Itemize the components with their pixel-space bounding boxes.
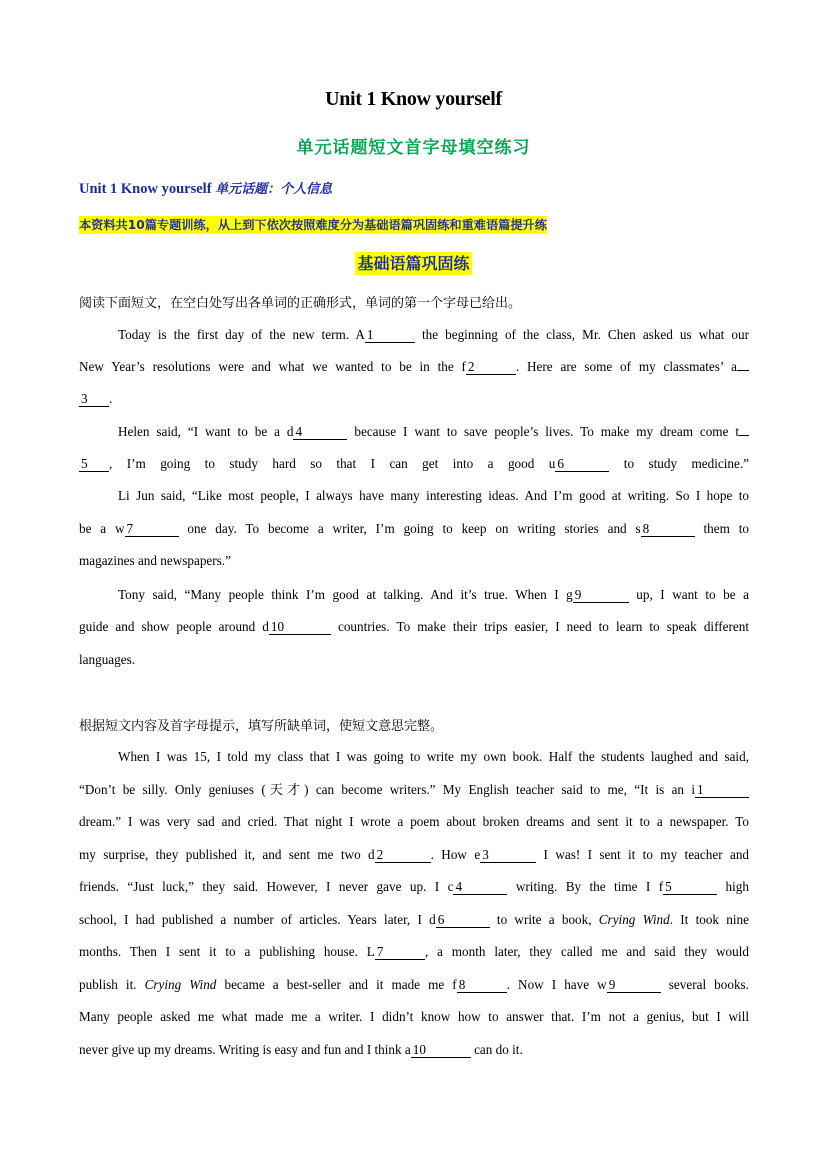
blank-4: 4 [453,880,507,895]
passage-text: Today is the first day of the new term. A [118,327,365,342]
material-notice: 本资料共10篇专题训练，从上到下依次按照难度分为基础语篇巩固练和重难语篇提升练 [79,218,547,232]
passage-text: I was! I sent it to my teacher and [536,847,750,862]
passage1-line [79,455,749,473]
blank-3: 3 [480,848,536,863]
blank-5-lead [739,435,749,436]
passage1-line [118,326,749,344]
blank-3-lead [737,370,749,371]
document-title: Unit 1 Know yourself [325,88,502,110]
passage1-line [79,358,749,376]
blank-7: 7 [375,945,425,960]
blank-6: 6 [436,913,490,928]
passage-text: months. Then I sent it to a publishing house. L [79,944,375,959]
unit-topic-english: Unit 1 Know yourself [79,181,216,197]
passage1-line [79,520,749,538]
passage-text: dream.” I was very sad and cried. That night I wrote a poem about broken dreams and sent it to a newspaper. To [79,814,749,829]
passage-text: “Don’t be silly. Only geniuses (天才) can become writers.” My English teacher said to me, “It is an i [79,782,695,797]
blank-5: 5 [663,880,717,895]
passage-text: up, I want to be a [628,587,749,602]
passage-text: high [717,879,749,894]
blank-5: 5 [79,457,109,472]
book-title: Crying Wind [144,977,217,992]
passage1-line [79,552,749,570]
passage1-line [118,586,749,604]
passage-text: my surprise, they published it, and sent me two d [79,847,375,862]
passage-text: countries. To make their trips easier, I need to learn to speak different [330,619,749,634]
passage2-line [79,1008,749,1026]
passage-text: because I want to save people’s lives. To make my dream come t [347,424,739,439]
passage-text: be a w [79,521,125,536]
passage1-line [79,618,749,636]
passage-text: . [109,391,113,406]
blank-6: 6 [555,457,609,472]
passage1-line [79,651,749,669]
passage2-line [79,911,749,929]
passage-text: . It took nine [669,912,749,927]
passage-text: friends. “Just luck,” they said. However, I never gave up. I c [79,879,454,894]
blank-3: 3 [79,392,109,407]
passage1-line [79,390,749,408]
passage2-line [79,1041,749,1059]
passage2-line [79,943,749,961]
blank-10: 10 [269,620,331,635]
section-heading-label: 基础语篇巩固练 [357,254,470,273]
passage2-instruction: 根据短文内容及首字母提示，填写所缺单词，使短文意思完整。 [79,719,444,734]
passage2-line [79,878,749,896]
passage-text: New Year’s resolutions were and what we wanted to be in the f [79,359,466,374]
passage-text: . Here are some of my classmates’ a [515,359,737,374]
section-heading [0,251,827,274]
passage2-line [79,976,749,994]
passage2-line [79,846,749,864]
passage-text: . Now I have w [506,977,607,992]
passage2-line [118,748,749,766]
passage-text: one day. To become a writer, I’m going to keep on writing stories and s [178,521,641,536]
passage-text: them to [694,521,749,536]
passage2-line [79,781,749,799]
passage-text: to study medicine.” [609,456,749,471]
blank-2: 2 [466,360,516,375]
blank-8: 8 [457,978,507,993]
passage-text: magazines and newspapers.” [79,553,231,568]
passage-text: the beginning of the class, Mr. Chen asked us what our [414,327,749,342]
blank-9: 9 [607,978,661,993]
document-subtitle: 单元话题短文首字母填空练习 [296,138,531,158]
passage-text: writing. By the time I f [507,879,664,894]
blank-4: 4 [293,425,347,440]
passage1-instruction: 阅读下面短文，在空白处写出各单词的正确形式，单词的第一个字母已给出。 [79,296,522,311]
blank-7: 7 [125,522,179,537]
passage-text: . How e [430,847,481,862]
unit-topic-chinese: 单元话题：个人信息 [215,182,333,197]
passage-text: guide and show people around d [79,619,269,634]
passage1-line [118,487,749,505]
passage2-line [79,813,749,831]
unit-topic [79,178,332,198]
passage-text: to write a book, [489,912,599,927]
blank-1: 1 [695,783,749,798]
passage-text: When I was 15, I told my class that I was going to write my own book. Half the students laughed and said, [118,749,749,764]
passage-text: languages. [79,652,136,667]
book-title: Crying Wind [598,912,670,927]
passage-text: Many people asked me what made me a writer. I didn’t know how to answer that. I’m not a genius, but I will [79,1009,749,1024]
passage-text: publish it. [79,977,145,992]
passage-text: Helen said, “I want to be a d [118,424,294,439]
passage-text: several books. [660,977,749,992]
blank-9: 9 [573,588,629,603]
blank-10: 10 [411,1043,471,1058]
blank-1: 1 [365,328,415,343]
blank-8: 8 [641,522,695,537]
passage-text: Tony said, “Many people think I’m good at talking. And it’s true. When I g [118,587,573,602]
passage-text: school, I had published a number of articles. Years later, I d [79,912,436,927]
passage-text: never give up my dreams. Writing is easy and fun and I think a [79,1042,411,1057]
blank-2: 2 [375,848,431,863]
passage1-line [118,423,749,441]
passage-text: , a month later, they called me and said they would [424,944,749,959]
passage-text: , I’m going to study hard so that I can get into a good u [109,456,556,471]
passage-text: became a best-seller and it made me f [216,977,457,992]
passage-text: can do it. [470,1042,523,1057]
passage-text: Li Jun said, “Like most people, I always have many interesting ideas. And I’m good at writing. So I hope to [118,488,749,503]
